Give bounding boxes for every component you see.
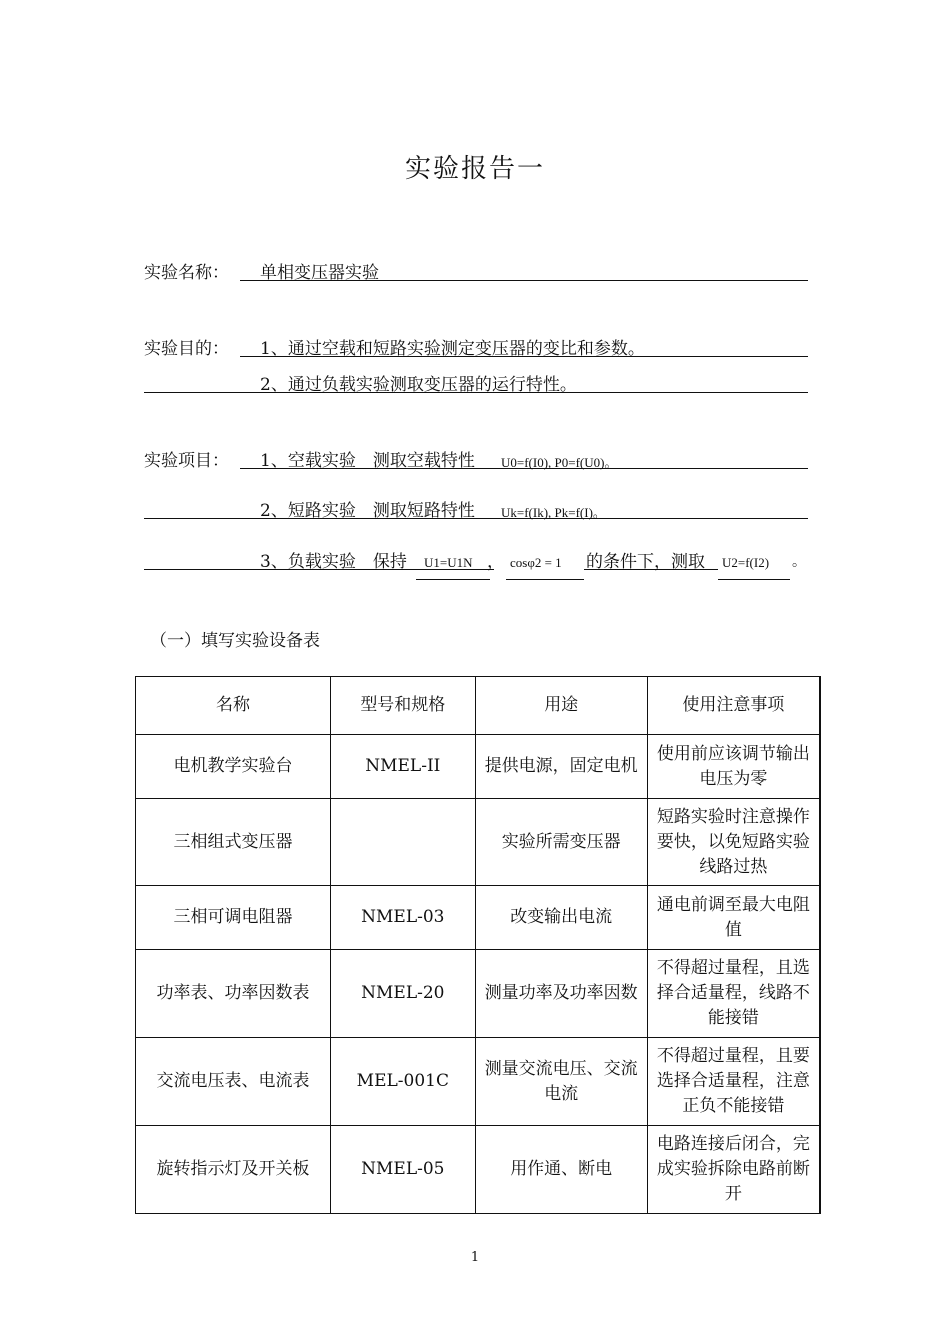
report-title: 实验报告一: [404, 154, 545, 184]
header-name: 名称: [136, 677, 331, 735]
purpose-row-2: [144, 370, 808, 396]
item-3-formula-2: cosφ2 = 1: [510, 555, 562, 570]
cell-name: 功率表、功率因数表: [136, 950, 331, 1038]
cell-name: 三相可调电阻器: [136, 886, 331, 950]
item-row-1: [144, 446, 808, 476]
item-underline-2: [144, 518, 808, 519]
table-row: [136, 950, 821, 1038]
table-row: [136, 1038, 821, 1126]
item-1-formula: U0=f(I0), P0=f(U0)。: [501, 455, 618, 470]
cell-name: 旋转指示灯及开关板: [136, 1126, 331, 1214]
item-row-2: [144, 496, 808, 526]
cell-name: 电机教学实验台: [136, 735, 331, 799]
item-2-text: 2、短路实验 测取短路特性: [260, 501, 475, 521]
purpose-item-2: 2、通过负载实验测取变压器的运行特性。: [260, 375, 577, 395]
cell-model: NMEL-20: [331, 950, 476, 1038]
cell-model: MEL-001C: [331, 1038, 476, 1126]
cell-notes: 短路实验时注意操作要快，以免短路实验线路过热: [647, 799, 820, 886]
cell-purpose: 提供电源，固定电机: [475, 735, 647, 799]
item-3-text: 3、负载实验 保持: [260, 552, 407, 572]
header-model: 型号和规格: [331, 677, 476, 735]
equipment-table: [135, 676, 821, 1214]
experiment-name-label: 实验名称：: [144, 263, 229, 283]
item-3-formula-3: U2=f(I2): [722, 555, 770, 570]
item-3-mid-text: 的条件下，测取: [586, 552, 705, 572]
item-3-end: 。: [792, 554, 806, 570]
purpose-row-1: [144, 334, 808, 360]
item-3-f3-underline: [718, 579, 790, 580]
item-3-f2-underline: [506, 579, 584, 580]
header-purpose: 用途: [475, 677, 647, 735]
cell-model: NMEL-II: [331, 735, 476, 799]
table-header-row: [136, 677, 821, 735]
cell-purpose: 测量功率及功率因数: [475, 950, 647, 1038]
cell-purpose: 测量交流电压、交流电流: [475, 1038, 647, 1126]
cell-notes: 电路连接后闭合，完成实验拆除电路前断开: [647, 1126, 820, 1214]
experiment-name-row: [144, 258, 808, 284]
cell-name: 三相组式变压器: [136, 799, 331, 886]
table-row: [136, 886, 821, 950]
cell-purpose: 用作通、断电: [475, 1126, 647, 1214]
cell-model: [331, 799, 476, 886]
purpose-label: 实验目的：: [144, 339, 229, 359]
page-number: 1: [470, 1250, 480, 1265]
cell-notes: 通电前调至最大电阻值: [647, 886, 820, 950]
table-row: [136, 799, 821, 886]
item-3-formula-1: U1=U1N: [424, 555, 473, 570]
experiment-name-value: 单相变压器实验: [260, 263, 379, 283]
cell-notes: 不得超过量程，且选择合适量程，线路不能接错: [647, 950, 820, 1038]
cell-purpose: 实验所需变压器: [475, 799, 647, 886]
item-1-text: 1、空载实验 测取空载特性: [260, 451, 475, 471]
cell-name: 交流电压表、电流表: [136, 1038, 331, 1126]
cell-purpose: 改变输出电流: [475, 886, 647, 950]
item-row-3: [144, 547, 808, 581]
purpose-item-1: 1、通过空载和短路实验测定变压器的变比和参数。: [260, 339, 645, 359]
table-row: [136, 735, 821, 799]
section-title: （一）填写实验设备表: [150, 631, 320, 651]
cell-model: NMEL-05: [331, 1126, 476, 1214]
header-notes: 使用注意事项: [647, 677, 820, 735]
table-row: [136, 1126, 821, 1214]
cell-model: NMEL-03: [331, 886, 476, 950]
item-3-separator: ，: [487, 552, 504, 572]
cell-notes: 使用前应该调节输出电压为零: [647, 735, 820, 799]
items-label: 实验项目：: [144, 451, 229, 471]
cell-notes: 不得超过量程，且要选择合适量程，注意正负不能接错: [647, 1038, 820, 1126]
item-2-formula: Uk=f(Ik), Pk=f(I)。: [501, 505, 606, 520]
item-3-f1-underline: [416, 579, 490, 580]
